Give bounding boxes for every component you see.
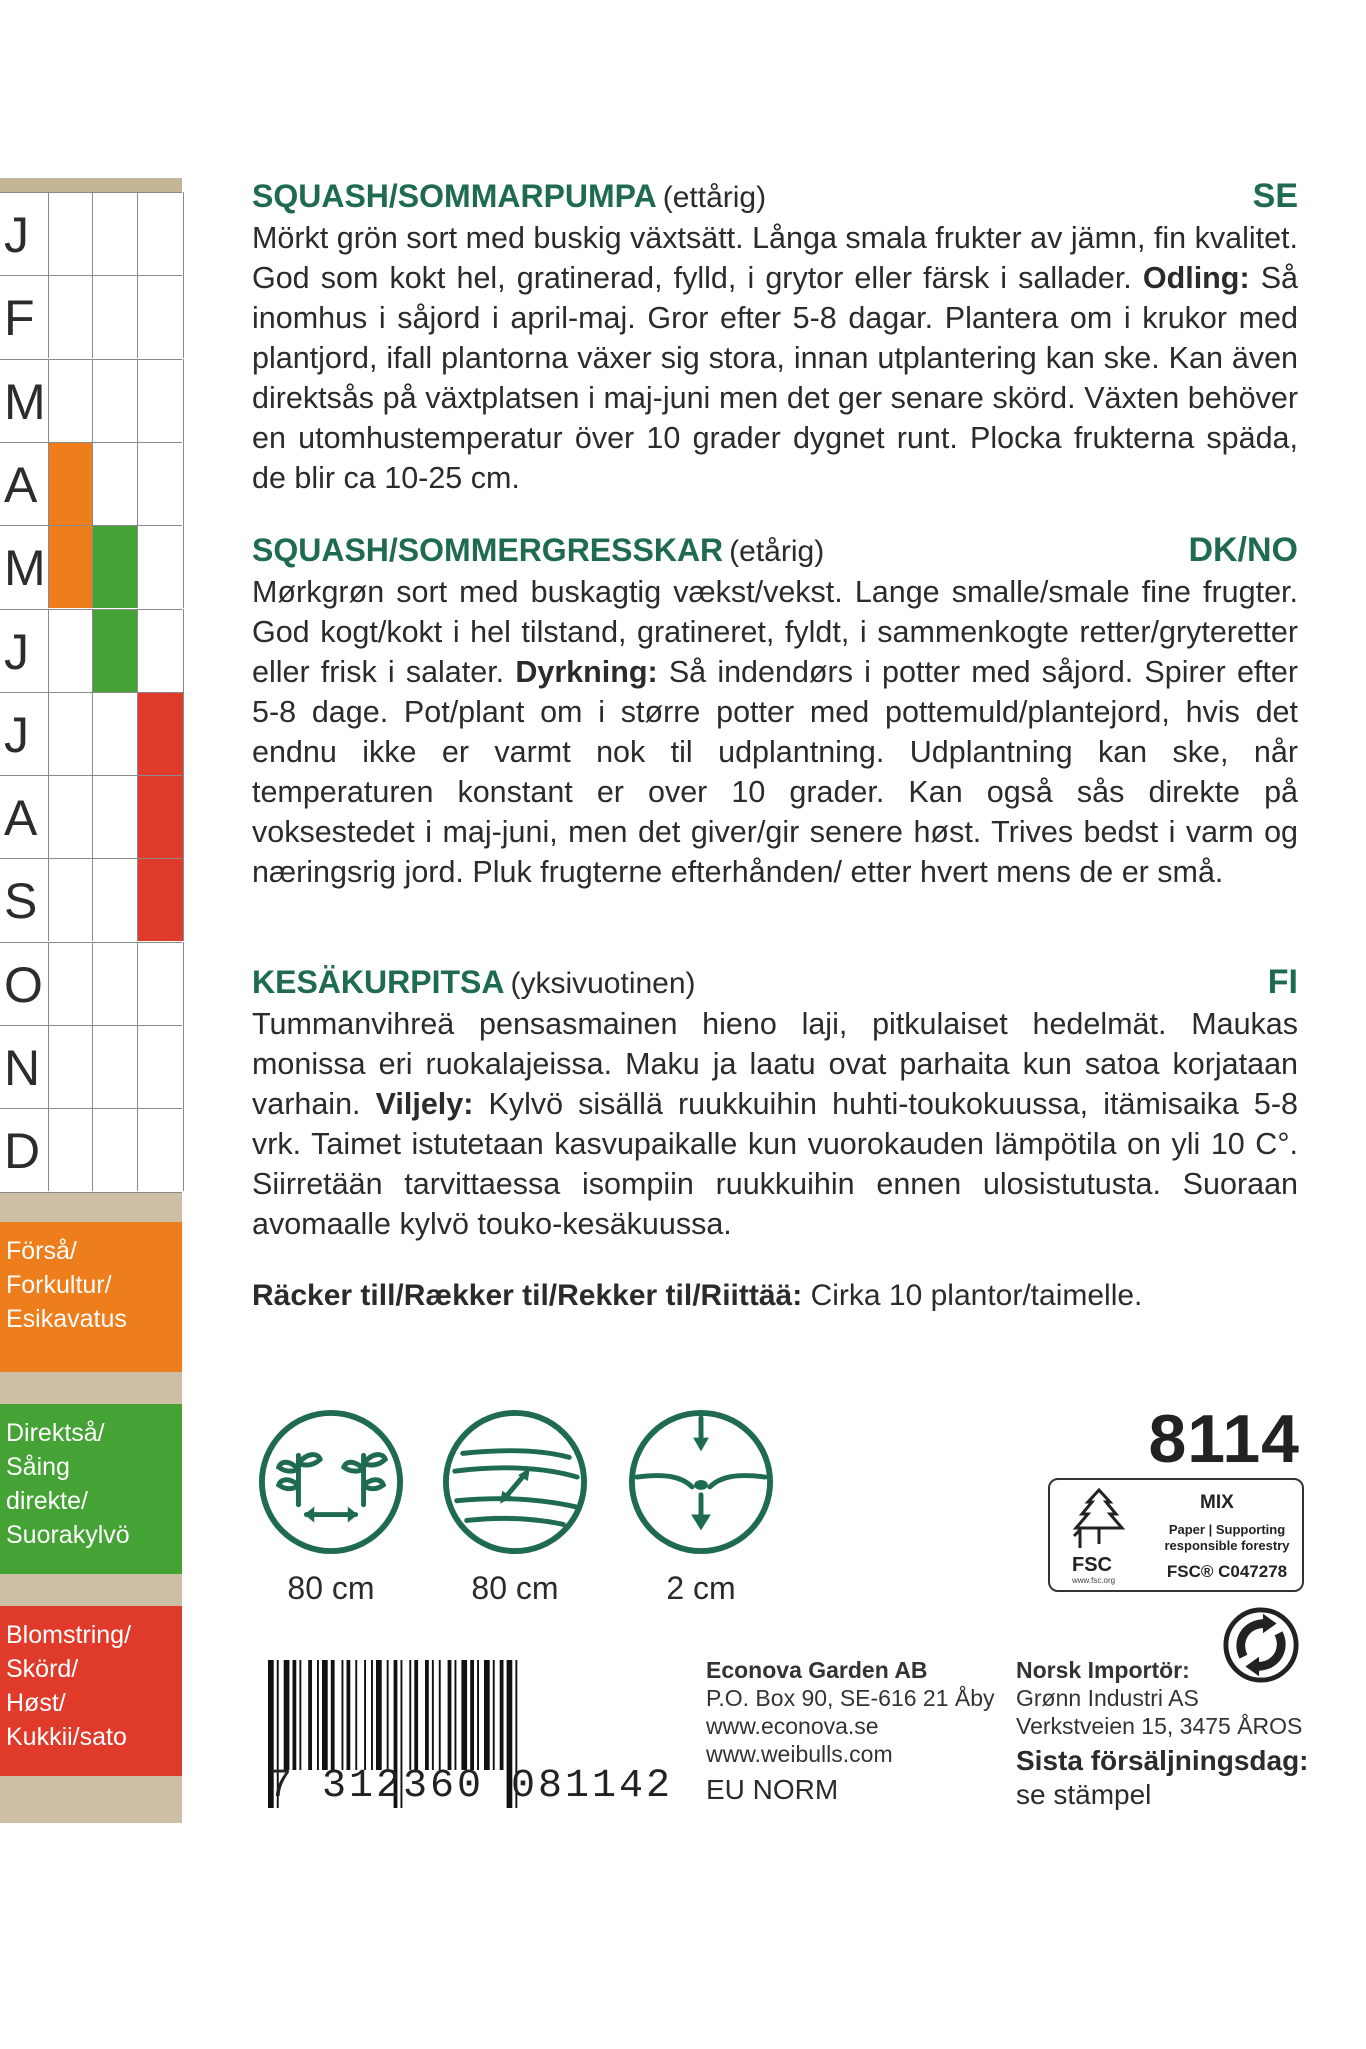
plant-spacing-icon: [257, 1408, 405, 1556]
barcode-digits: 7 312360 081142: [268, 1764, 674, 1809]
barcode-bar: [387, 1660, 389, 1770]
calendar-month-row: [0, 775, 182, 858]
sowing-depth: [626, 1408, 776, 1607]
body-bold-label: Dyrkning:: [515, 655, 658, 689]
fsc-code: FSC® C047278: [1166, 1562, 1288, 1581]
calendar-cell: [48, 359, 93, 442]
legend-presow-line: Esikavatus: [6, 1305, 127, 1333]
section-language: FI: [1267, 963, 1298, 1001]
section-language: SE: [1252, 177, 1298, 215]
plant-spacing-caption: 80 cm: [287, 1570, 375, 1606]
fsc-label: [1048, 1478, 1304, 1592]
calendar-cell: [92, 609, 138, 692]
calendar-divider: [0, 192, 182, 193]
calendar-divider: [0, 275, 182, 276]
company-website: www.weibulls.com: [706, 1741, 893, 1767]
calendar-month-letter: J: [4, 706, 29, 763]
calendar-cell: [92, 692, 138, 775]
calendar-month-letter: D: [4, 1123, 41, 1180]
calendar-month-row: [0, 609, 182, 692]
calendar-month-letter: S: [4, 873, 38, 930]
yield-value: Cirka 10 plantor/taimelle.: [802, 1279, 1143, 1312]
sowing-depth-caption: 2 cm: [666, 1570, 736, 1606]
legend-presow-line: Förså/: [6, 1237, 77, 1265]
barcode-bar: [439, 1660, 441, 1770]
body-bold-label: Viljely:: [375, 1087, 474, 1121]
yield-label: Räcker till/Rækker til/Rekker til/Riittää:: [252, 1279, 803, 1312]
fsc-url: www.fsc.org: [1072, 1576, 1116, 1585]
calendar-cell: [92, 858, 138, 941]
calendar-cell: [137, 692, 184, 775]
barcode-bar: [461, 1660, 467, 1770]
calendar-month-row: [0, 1025, 182, 1108]
fsc-mix: MIX: [1200, 1492, 1234, 1513]
barcode-bar: [317, 1660, 319, 1770]
calendar-cell: [137, 525, 184, 608]
calendar-cell: [92, 1108, 138, 1191]
calendar-divider: [0, 609, 182, 610]
legend-presow-line: Forkultur/: [6, 1271, 112, 1299]
barcode-bar: [376, 1660, 382, 1770]
last-sale-label: Sista försäljningsdag:: [1016, 1745, 1309, 1776]
calendar-month-letter: J: [4, 207, 29, 263]
barcode-bar: [284, 1660, 290, 1770]
section-body: [252, 1004, 1298, 1244]
calendar-cell: [92, 1025, 138, 1108]
section-subtitle: (etårig): [729, 535, 825, 568]
calendar-month-letter: M: [4, 540, 46, 597]
calendar-cell: [48, 775, 93, 858]
sowing-depth-icon: [627, 1408, 775, 1556]
row-spacing-caption: 80 cm: [471, 1570, 559, 1606]
barcode-bar: [493, 1660, 495, 1770]
section-dk-no: [252, 530, 1298, 892]
legend-harvest-line: Høst/: [6, 1689, 66, 1717]
calendar-month-row: [0, 942, 182, 1025]
fsc-claim: [1154, 1522, 1300, 1554]
barcode-bar: [448, 1660, 452, 1770]
barcode-bar: [355, 1660, 357, 1770]
calendar-cell: [92, 775, 138, 858]
calendar-cell: [137, 858, 184, 941]
company-website: www.econova.se: [706, 1713, 879, 1739]
calendar-cell: [137, 775, 184, 858]
importer-info: [1016, 1656, 1302, 1740]
calendar-divider: [0, 1025, 182, 1026]
calendar-divider: [0, 1192, 182, 1193]
calendar-cell: [48, 1108, 93, 1191]
barcode-bar: [414, 1660, 418, 1770]
article-number: 8114: [1148, 1401, 1300, 1477]
calendar-divider: [0, 359, 182, 360]
importer-label: Norsk Importör:: [1016, 1657, 1190, 1683]
fsc-claim-line: responsible forestry: [1164, 1538, 1290, 1553]
calendar-cell: [137, 275, 184, 358]
calendar-cell: [48, 609, 93, 692]
calendar-month-row: [0, 192, 182, 275]
barcode-bar: [455, 1660, 457, 1770]
legend-harvest-line: Blomstring/: [6, 1621, 132, 1649]
barcode-bar: [432, 1660, 434, 1770]
calendar-divider: [0, 942, 182, 943]
calendar-month-row: [0, 692, 182, 775]
legend-harvest-line: Skörd/: [6, 1655, 79, 1683]
calendar-month-letter: F: [4, 290, 35, 347]
calendar-divider: [0, 525, 182, 526]
section-subtitle: (yksivuotinen): [510, 967, 696, 1000]
barcode-bar: [331, 1660, 335, 1770]
body-text: Mørkgrøn sort med buskagtig vækst/vekst. Lange smalle/smale fine frugter. God kogt/kokt i hel tilstand, gratineret, fyldt, i sammenkogte retter/gryteretter eller frisk i salater.: [252, 575, 1298, 689]
barcode-bar: [342, 1660, 344, 1770]
barcode-bar: [371, 1660, 373, 1770]
calendar-cell: [92, 192, 138, 275]
body-text: Så indendørs i potter med såjord. Spirer efter 5-8 dage. Pot/plant om i større potter med pottemuld/plantejord, hvis det endnu ikke er varmt nok til udplantning. Udplantning kan ske, når temperaturen konstant er over 10 grader. Kan også sås direkte på voksestedet i maj-juni, men det giver/gir senere høst. Trives bedst i varm og næringsrig jord. Pluk frugterne efterhånden/ etter hvert mens de er små.: [252, 655, 1298, 889]
row-spacing-icon: [441, 1408, 589, 1556]
calendar-month-letter: O: [4, 956, 43, 1013]
barcode-bar: [425, 1660, 429, 1770]
section-subtitle: (ettårig): [662, 181, 767, 214]
calendar-strip-top: [0, 178, 182, 192]
legend-presow: [0, 1222, 182, 1372]
barcode-bar: [470, 1660, 474, 1770]
company-address: P.O. Box 90, SE-616 21 Åby: [706, 1685, 995, 1711]
section-title: SQUASH/SOMMARPUMPA: [252, 178, 657, 214]
plant-spacing: [256, 1408, 406, 1607]
calendar-month-letter: M: [4, 373, 46, 430]
legend-direct-line: direkte/: [6, 1487, 88, 1515]
calendar-cell: [137, 192, 184, 275]
section-language: DK/NO: [1188, 531, 1298, 569]
calendar-divider: [0, 692, 182, 693]
barcode-bar: [364, 1660, 366, 1770]
barcode-bar: [293, 1660, 297, 1770]
calendar-cell: [92, 275, 138, 358]
fsc-claim-line: Paper | Supporting: [1168, 1522, 1286, 1537]
barcode-bar: [477, 1660, 479, 1770]
body-text: Mörkt grön sort med buskig växtsätt. Långa smala frukter av jämn, fin kvalitet. God som kokt hel, gratinerad, fylld, i grytor eller färsk i sallader.: [252, 221, 1298, 295]
barcode-bar: [299, 1660, 301, 1770]
calendar-month-row: [0, 525, 182, 608]
calendar-cell: [48, 1025, 93, 1108]
calendar-cell: [92, 359, 138, 442]
barcode-bar: [500, 1660, 504, 1770]
company-name: Econova Garden AB: [706, 1657, 928, 1683]
row-spacing: [440, 1408, 590, 1607]
calendar-cell: [137, 1108, 184, 1191]
calendar-cell: [92, 942, 138, 1025]
calendar-cell: [137, 359, 184, 442]
barcode-bar: [409, 1660, 411, 1770]
calendar-divider: [0, 442, 182, 443]
calendar-month-row: [0, 442, 182, 525]
barcode-bar: [347, 1660, 351, 1770]
section-fi: [252, 962, 1298, 1244]
calendar-cell: [48, 942, 93, 1025]
calendar-cell: [48, 275, 93, 358]
section-header: [252, 530, 1298, 572]
calendar-cell: [48, 192, 93, 275]
calendar-month-row: [0, 359, 182, 442]
calendar-cell: [48, 442, 93, 525]
importer-name: Grønn Industri AS: [1016, 1685, 1199, 1711]
legend-direct-line: Suorakylvö: [6, 1521, 130, 1549]
fsc-tree-icon: [1068, 1488, 1130, 1554]
barcode-bar: [322, 1660, 328, 1770]
calendar-month-letter: A: [4, 456, 38, 513]
calendar-cell: [137, 609, 184, 692]
eu-norm: EU NORM: [706, 1774, 839, 1805]
calendar-cell: [48, 858, 93, 941]
calendar-cell: [92, 442, 138, 525]
calendar-divider: [0, 775, 182, 776]
section-title: KESÄKURPITSA: [252, 964, 505, 1000]
calendar-cell: [137, 1025, 184, 1108]
legend-direct-sow: [0, 1404, 182, 1574]
barcode-bar: [308, 1660, 312, 1770]
body-text: Tummanvihreä pensasmainen hieno laji, pitkulaiset hedelmät. Maukas monissa eri ruokalajeissa. Maku ja laatu ovat parhaita kun satoa korjataan varhain.: [252, 1007, 1298, 1121]
calendar-divider: [0, 858, 182, 859]
calendar-month-row: [0, 1108, 182, 1191]
barcode-bar: [484, 1660, 490, 1770]
section-body: [252, 572, 1298, 892]
section-body: [252, 218, 1298, 498]
calendar-cell: [137, 942, 184, 1025]
yield-info: [252, 1276, 1142, 1316]
calendar-month-letter: J: [4, 623, 29, 680]
calendar-month-row: [0, 858, 182, 941]
importer-address: Verkstveien 15, 3475 ÅROS: [1016, 1713, 1303, 1739]
calendar-month-row: [0, 275, 182, 358]
sowing-calendar: [0, 192, 182, 1192]
body-text: Så inomhus i såjord i april-maj. Gror efter 5-8 dagar. Plantera om i krukor med plantjord, ifall plantorna växer sig stora, innan utplantering kan ske. Kan även direktsås på växtplatsen i maj-juni men det ger senare skörd. Växten behöver en utomhustemperatur över 10 grader dygnet runt. Plocka frukterna späda, de blir ca 10-25 cm.: [252, 261, 1299, 495]
calendar-divider: [0, 1108, 182, 1109]
section-se: [252, 176, 1298, 498]
calendar-month-letter: N: [4, 1040, 41, 1096]
body-text: Kylvö sisällä ruukkuihin huhti-toukokuussa, itämisaika 5-8 vrk. Taimet istutetaan kasvupaikalle kun vuorokauden lämpötila on yli 10 C°. Siirretään tarvittaessa isompiin ruukkuihin ennen ulosistutusta. Suoraan avomaalle kylvö touko-kesäkuussa.: [252, 1087, 1298, 1241]
section-header: [252, 176, 1298, 218]
body-bold-label: Odling:: [1142, 261, 1250, 295]
legend-direct-line: Såing: [6, 1453, 70, 1481]
calendar-cell: [48, 525, 93, 608]
section-header: [252, 962, 1298, 1004]
section-title: SQUASH/SOMMERGRESSKAR: [252, 532, 724, 568]
legend-direct-line: Direktså/: [6, 1419, 105, 1447]
legend-harvest-line: Kukkii/sato: [6, 1723, 127, 1751]
company-info: [706, 1656, 995, 1768]
calendar-cell: [92, 525, 138, 608]
calendar-month-letter: A: [4, 790, 38, 847]
last-sale-date: [1016, 1744, 1309, 1812]
last-sale-value: se stämpel: [1016, 1779, 1152, 1810]
calendar-cell: [137, 442, 184, 525]
calendar-cell: [48, 692, 93, 775]
fsc-name: FSC: [1072, 1554, 1112, 1576]
legend-harvest: [0, 1606, 182, 1776]
